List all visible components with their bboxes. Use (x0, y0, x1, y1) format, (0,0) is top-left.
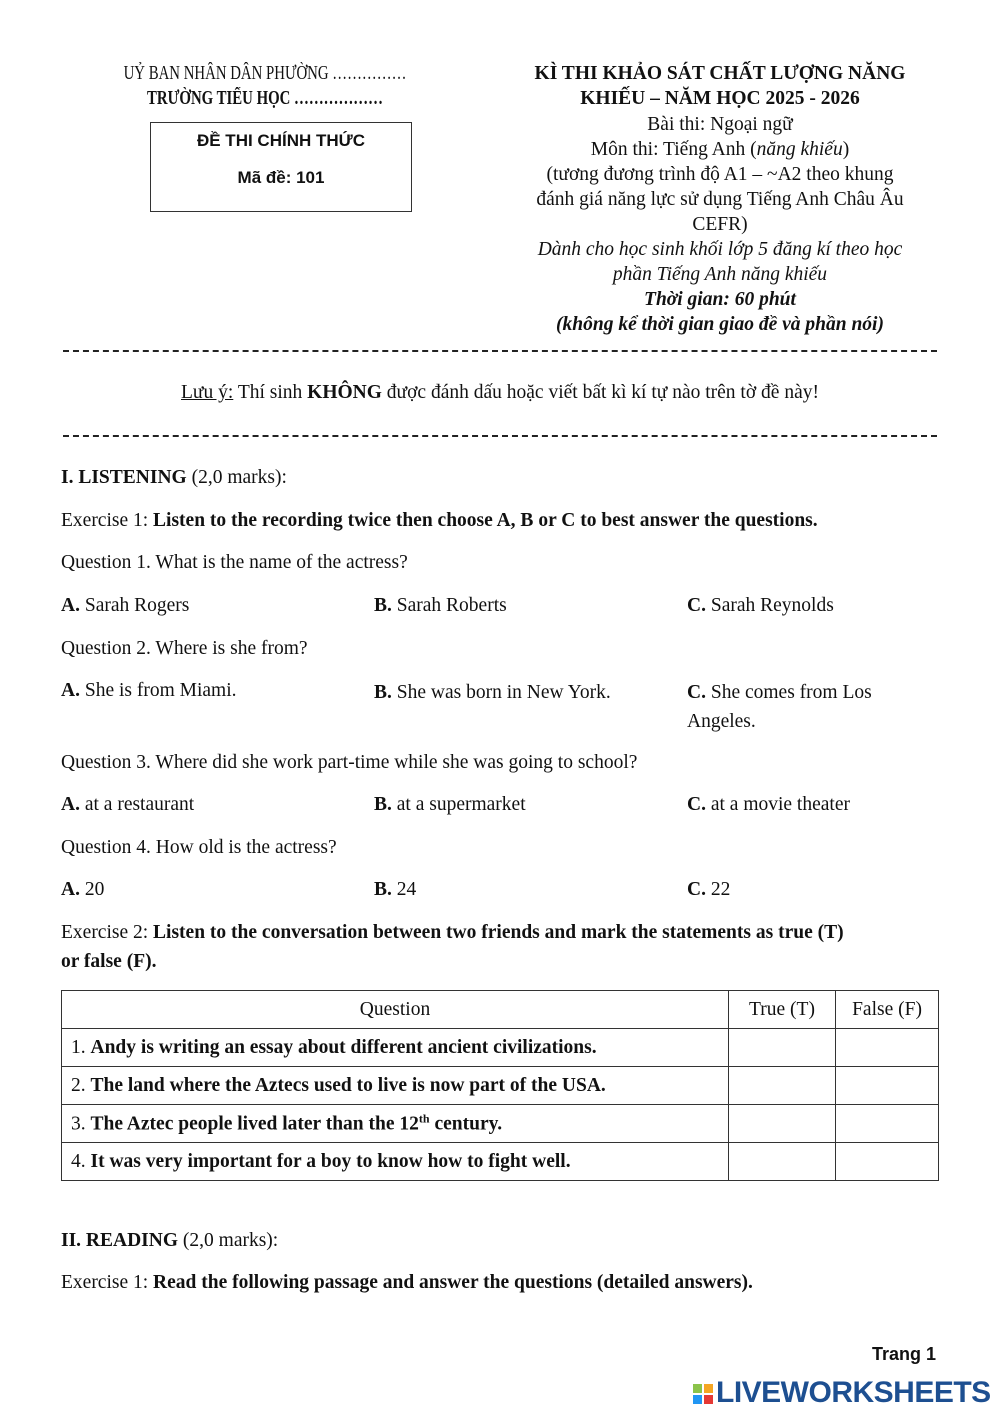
listening-heading (61, 465, 287, 490)
committee-line: UỶ BAN NHÂN DÂN PHƯỜNG …………… (123, 63, 407, 84)
section-title: II. READING (61, 1230, 179, 1251)
header-false: False (F) (836, 991, 939, 1029)
time-note: (không kể thời gian giao đề và phần nói) (556, 314, 884, 335)
question: Question 3. Where did she work part-time while she was going to school? (61, 752, 638, 773)
option-c (687, 792, 850, 817)
section-marks: (2,0 marks): (178, 1230, 279, 1251)
exercise-label: Exercise 1: (61, 510, 154, 531)
note-bold: KHÔNG (307, 382, 382, 403)
section-title: I. LISTENING (61, 467, 187, 488)
option-text: Sarah Rogers (84, 595, 190, 616)
option-letter: B. (374, 794, 392, 815)
audience-line: Dành cho học sinh khối lớp 5 đăng kí theo học (537, 239, 903, 260)
reading-exercise-1 (61, 1270, 753, 1295)
statement-number: 3. (71, 1113, 86, 1135)
statement-text: It was very important for a boy to know how to fight well. (90, 1150, 571, 1172)
option-text: Sarah Reynolds (710, 595, 834, 616)
statement (62, 1105, 729, 1143)
divider (63, 435, 937, 437)
option-a (61, 792, 194, 817)
option-text: 24 (396, 879, 417, 900)
option-letter: B. (374, 682, 392, 703)
option-letter: C. (687, 682, 706, 703)
exercise-2-instruction (61, 920, 844, 945)
exercise-label: Exercise 2: (61, 922, 154, 943)
statement-text: century. (429, 1113, 503, 1135)
divider (63, 350, 937, 352)
statement-text: The land where the Aztecs used to live is now part of the USA. (90, 1074, 606, 1096)
header-true: True (T) (729, 991, 836, 1029)
note (0, 380, 1000, 405)
option-letter: A. (61, 879, 80, 900)
logo-icon (692, 1383, 716, 1405)
statement (62, 1067, 729, 1105)
option-b (374, 877, 416, 902)
exam-title-1: KÌ THI KHẢO SÁT CHẤT LƯỢNG NĂNG (534, 63, 906, 84)
official-exam-box (150, 122, 412, 212)
exercise-text: Read the following passage and answer the questions (detailed answers). (153, 1272, 753, 1293)
level-line: đánh giá năng lực sử dụng Tiếng Anh Châu Âu (536, 189, 904, 210)
exam-type: Bài thi: Ngoại ngữ (647, 114, 793, 135)
option-text: at a supermarket (396, 794, 526, 815)
subject-suffix: ) (842, 139, 850, 160)
option-text: at a restaurant (84, 794, 195, 815)
option-letter: C. (687, 794, 706, 815)
table-row (62, 1029, 939, 1067)
table-header (62, 991, 939, 1029)
option-text: She was born in New York. (396, 682, 611, 703)
table-row (62, 1067, 939, 1105)
option-b (374, 593, 507, 618)
statement (62, 1143, 729, 1181)
statement (62, 1029, 729, 1067)
box-title: ĐỀ THI CHÍNH THỨC (196, 131, 366, 150)
option-c (687, 678, 917, 736)
exercise-text: Listen to the recording twice then choose A, B or C to best answer the questions. (153, 510, 818, 531)
option-text: at a movie theater (710, 794, 850, 815)
option-b (374, 792, 526, 817)
note-text: Thí sinh (233, 382, 308, 403)
table-row (62, 1105, 939, 1143)
subject-prefix: Môn thi: Tiếng Anh ( (590, 139, 757, 160)
header-question: Question (62, 991, 729, 1029)
logo-text: LIVEWORKSHEETS (716, 1376, 991, 1409)
exam-title-2: KHIẾU – NĂM HỌC 2025 - 2026 (580, 88, 860, 109)
level-line: CEFR) (692, 214, 748, 235)
question: Question 1. What is the name of the actress? (61, 552, 408, 573)
option-letter: C. (687, 595, 706, 616)
false-cell[interactable] (836, 1143, 939, 1181)
subject-italic: năng khiếu (756, 139, 843, 160)
note-text: được đánh dấu hoặc viết bất kì kí tự nào trên tờ đề này! (381, 382, 819, 403)
option-c (687, 593, 834, 618)
table-row (62, 1143, 939, 1181)
option-a (61, 877, 104, 902)
option-c (687, 877, 730, 902)
option-text: 22 (710, 879, 731, 900)
option-letter: A. (61, 794, 80, 815)
option-a (61, 593, 189, 618)
option-letter: C. (687, 879, 706, 900)
statement-text: The Aztec people lived later than the 12 (90, 1113, 419, 1135)
page-number: Trang 1 (872, 1344, 937, 1364)
exercise-label: Exercise 1: (61, 1272, 154, 1293)
option-letter: A. (61, 680, 80, 701)
audience-line: phần Tiếng Anh năng khiếu (612, 264, 828, 285)
option-a (61, 678, 237, 703)
true-cell[interactable] (729, 1143, 836, 1181)
level-line: (tương đương trình độ A1 – ~A2 theo khung (546, 164, 894, 185)
reading-heading (61, 1228, 278, 1253)
false-cell[interactable] (836, 1067, 939, 1105)
option-letter: B. (374, 879, 392, 900)
false-cell[interactable] (836, 1105, 939, 1143)
exercise-text: Listen to the conversation between two friends and mark the statements as true (T) (153, 922, 844, 943)
school-line: TRƯỜNG TIỂU HỌC ……………… (147, 88, 383, 109)
time-limit: Thời gian: 60 phút (644, 289, 796, 310)
exercise-2-instruction-cont: or false (F). (61, 951, 157, 972)
option-text: Sarah Roberts (396, 595, 507, 616)
note-label: Lưu ý: (181, 382, 234, 403)
section-marks: (2,0 marks): (186, 467, 287, 488)
question: Question 4. How old is the actress? (61, 837, 337, 858)
false-cell[interactable] (836, 1029, 939, 1067)
statement-number: 2. (71, 1074, 86, 1096)
option-text: 20 (84, 879, 105, 900)
exercise-1-instruction (61, 508, 818, 533)
subject (505, 137, 935, 162)
statement-number: 1. (71, 1036, 86, 1058)
option-text: She is from Miami. (84, 680, 237, 701)
question: Question 2. Where is she from? (61, 638, 308, 659)
option-letter: B. (374, 595, 392, 616)
true-false-table (61, 990, 939, 1181)
liveworksheets-logo (692, 1376, 991, 1410)
option-text: She comes from Los Angeles. (687, 682, 872, 732)
true-cell[interactable] (729, 1067, 836, 1105)
statement-text: Andy is writing an essay about different ancient civilizations. (90, 1036, 597, 1058)
exam-code: Mã đề: 101 (237, 168, 325, 187)
option-letter: A. (61, 595, 80, 616)
superscript: th (418, 1111, 430, 1126)
statement-number: 4. (71, 1150, 86, 1172)
true-cell[interactable] (729, 1105, 836, 1143)
option-b (374, 678, 614, 707)
true-cell[interactable] (729, 1029, 836, 1067)
